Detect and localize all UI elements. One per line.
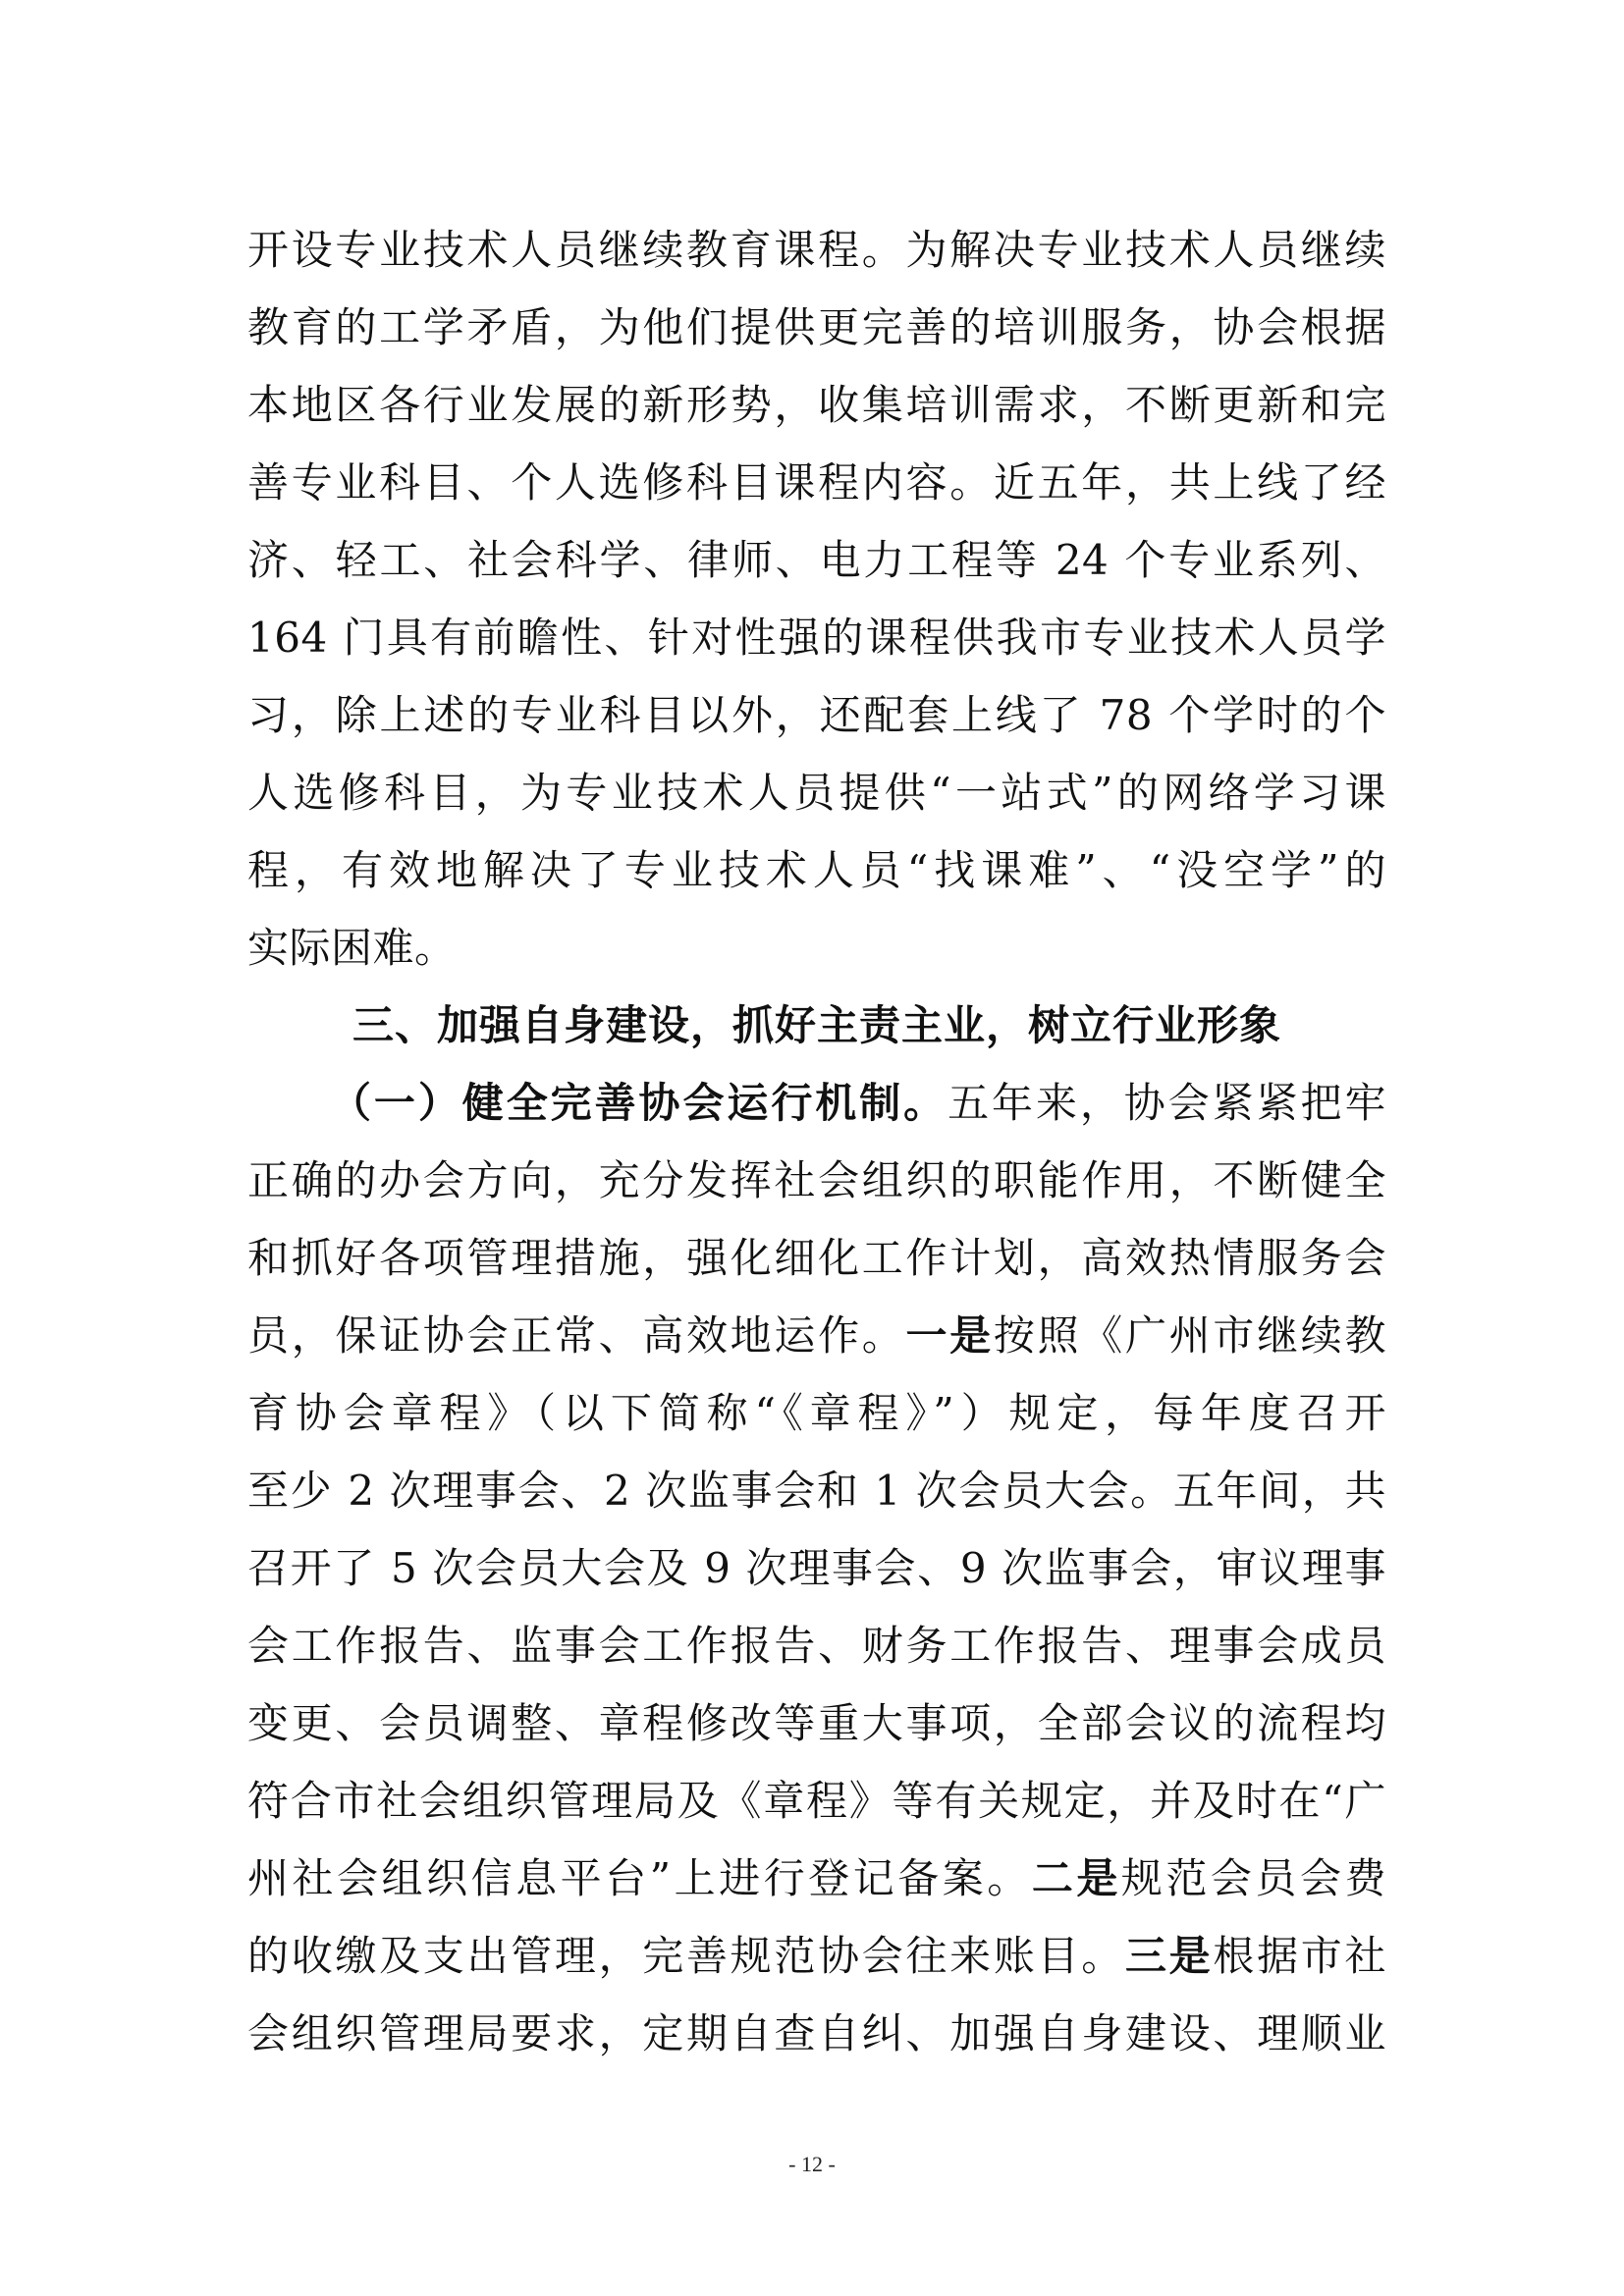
page-number: - 12 -: [788, 2152, 836, 2176]
text-line: 善专业科目、个人选修科目课程内容。近五年，共上线了经: [247, 458, 1386, 507]
text-segment: 的收缴及支出管理，完善规范协会往来账目。: [247, 1932, 1125, 1980]
text-segment: 员，保证协会正常、高效地运作。: [247, 1311, 906, 1360]
text-segment: 按照《广州市继续教: [993, 1311, 1386, 1360]
text-line: [247, 1917, 1386, 1995]
text-segment: 根据市社: [1213, 1932, 1386, 1980]
paragraph-continuation: [247, 211, 1386, 987]
section-heading: 三、加强自身建设，抓好主责主业，树立行业形象: [352, 1001, 1281, 1049]
text-line: 164 门具有前瞻性、针对性强的课程供我市专业技术人员学: [247, 614, 1386, 662]
subsection-title: （一）健全完善协会运行机制。: [330, 1079, 948, 1127]
text-line: 本地区各行业发展的新形势，收集培训需求，不断更新和完: [247, 381, 1386, 429]
text-line: 开设专业技术人员继续教育课程。为解决专业技术人员继续: [247, 226, 1386, 274]
text-line: 教育的工学矛盾，为他们提供更完善的培训服务，协会根据: [247, 303, 1386, 351]
text-segment: 州社会组织信息平台”上进行登记备案。: [247, 1854, 1032, 1902]
text-line: 实际困难。: [247, 924, 457, 972]
text-line: 育协会章程》（以下简称“《章程》”）规定，每年度召开: [247, 1389, 1386, 1437]
text-line: 正确的办会方向，充分发挥社会组织的职能作用，不断健全: [247, 1156, 1386, 1204]
text-line: 符合市社会组织管理局及《章程》等有关规定，并及时在“广: [247, 1777, 1386, 1825]
text-line: 召开了 5 次会员大会及 9 次理事会、9 次监事会，审议理事: [247, 1544, 1386, 1592]
emphasis-text: 一是: [905, 1311, 994, 1360]
text-line: 济、轻工、社会科学、律师、电力工程等 24 个专业系列、: [247, 536, 1386, 584]
text-line: 程，有效地解决了专业技术人员“找课难”、“没空学”的: [247, 846, 1386, 894]
body-text: [247, 211, 1386, 2072]
emphasis-text: 三是: [1124, 1932, 1214, 1980]
text-line: 习，除上述的专业科目以外，还配套上线了 78 个学时的个: [247, 691, 1386, 739]
text-line: 会工作报告、监事会工作报告、财务工作报告、理事会成员: [247, 1622, 1386, 1670]
text-line: 至少 2 次理事会、2 次监事会和 1 次会员大会。五年间，共: [247, 1467, 1386, 1515]
text-line: [247, 1297, 1386, 1374]
paragraph-operating-mechanism: [247, 1064, 1386, 2072]
text-line: 变更、会员调整、章程修改等重大事项，全部会议的流程均: [247, 1699, 1386, 1747]
text-line: 和抓好各项管理措施，强化细化工作计划，高效热情服务会: [247, 1234, 1386, 1282]
text-line: [247, 1840, 1386, 1917]
text-segment: 五年来，协会紧紧把牢: [947, 1079, 1386, 1127]
text-line: 人选修科目，为专业技术人员提供“一站式”的网络学习课: [247, 769, 1386, 817]
text-line: 会组织管理局要求，定期自查自纠、加强自身建设、理顺业: [247, 2009, 1386, 2057]
text-segment: 规范会员会费: [1120, 1854, 1386, 1902]
emphasis-text: 二是: [1031, 1854, 1121, 1902]
text-line: [247, 1064, 1386, 1142]
